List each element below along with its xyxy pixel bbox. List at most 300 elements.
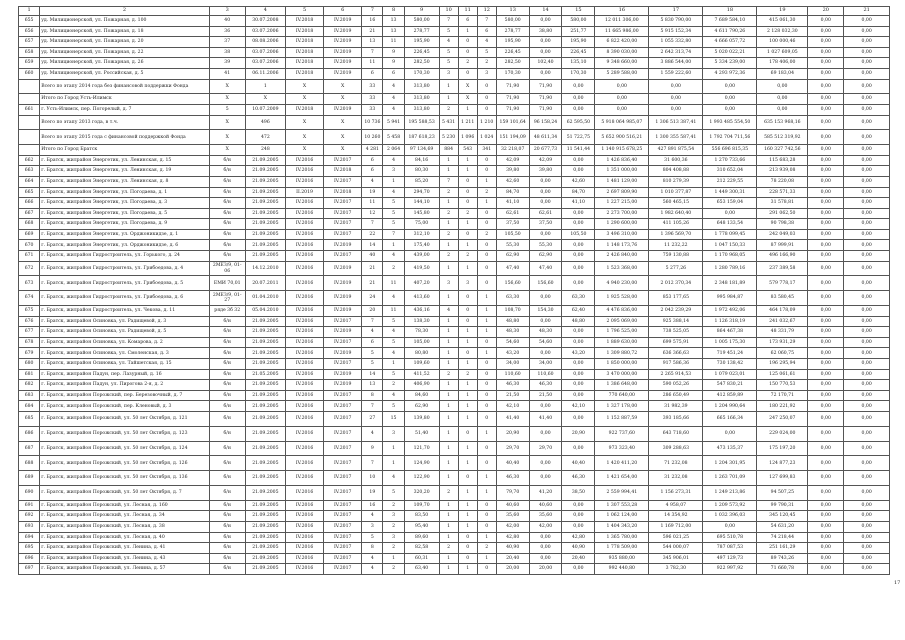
address-cell: г. Братск, жилрайон Порожский, ул. Лесная, д. 34 xyxy=(40,511,210,522)
table-cell: 0,00 xyxy=(529,532,562,543)
table-cell: 3 xyxy=(439,68,458,79)
table-cell: 0,00 xyxy=(844,94,890,105)
table-cell: 0,00 xyxy=(562,564,595,575)
table-cell: 229 024,00 xyxy=(757,426,808,441)
table-cell: IV.2017 xyxy=(324,208,362,219)
table-cell: 0,00 xyxy=(808,104,844,115)
table-cell: 21.09.2005 xyxy=(245,348,285,359)
table-cell: 690 xyxy=(19,485,40,500)
table-cell: IV.2017 xyxy=(324,316,362,327)
table-cell: 0 xyxy=(458,198,477,209)
table-cell: 40 xyxy=(362,251,383,262)
address-cell: г. Братск, жилрайон Гидростроитель, ул. Чекова, д. 11 xyxy=(40,306,210,317)
table-cell: 35,60 xyxy=(496,511,529,522)
table-row xyxy=(19,543,890,554)
table-cell: б/н xyxy=(209,229,245,240)
table-cell: 699 575,91 xyxy=(649,337,703,348)
table-cell: 195 588,53 xyxy=(404,115,439,130)
table-cell: 71 232,08 xyxy=(649,456,703,471)
table-cell: 1 xyxy=(439,198,458,209)
table-cell: 3 782,30 xyxy=(649,564,703,575)
table-cell: 41,40 xyxy=(496,412,529,427)
table-cell: IV.2016 xyxy=(285,426,323,441)
table-cell: б/н xyxy=(209,176,245,187)
table-cell: IV.2019 xyxy=(324,380,362,391)
table-cell: 0,00 xyxy=(529,456,562,471)
table-cell: 0,00 xyxy=(562,369,595,380)
table-cell: 21.09.2005 xyxy=(245,401,285,412)
table-cell: 675 xyxy=(19,306,40,317)
table-cell: 42,80 xyxy=(496,532,529,543)
table-cell: 1 210 xyxy=(477,115,496,130)
table-cell: 0,00 xyxy=(808,187,844,198)
table-cell: 5 334 239,00 xyxy=(703,58,757,69)
table-cell: 78,30 xyxy=(404,327,439,338)
table-cell: 1 559 222,60 xyxy=(649,68,703,79)
table-cell: 154,30 xyxy=(529,306,562,317)
table-cell: 54 631,20 xyxy=(757,521,808,532)
table-cell: 693 xyxy=(19,521,40,532)
table-row xyxy=(19,155,890,166)
table-cell: 13 xyxy=(383,26,404,37)
table-cell: 1 024 xyxy=(477,130,496,145)
table-cell: 0,00 xyxy=(529,68,562,79)
table-cell: 1 982 640,40 xyxy=(649,208,703,219)
table-cell: 0 xyxy=(458,348,477,359)
table-cell: 0,00 xyxy=(844,337,890,348)
table-cell: 5 xyxy=(362,532,383,543)
table-cell: 5 xyxy=(439,47,458,58)
table-cell: 662 xyxy=(19,155,40,166)
table-cell: 21.09.2005 xyxy=(245,471,285,486)
table-cell: 9 348 660,00 xyxy=(595,58,649,69)
table-cell: 0,00 xyxy=(844,187,890,198)
table-cell: 10.07.2009 xyxy=(245,104,285,115)
address-cell: Всего по этапу 2015 года с финансовой поддержкой Фонда xyxy=(40,130,210,145)
table-cell: 0,00 xyxy=(844,130,890,145)
table-cell: 0,00 xyxy=(562,500,595,511)
table-row xyxy=(19,485,890,500)
table-cell: 159 101,64 xyxy=(496,115,529,130)
table-cell: IV.2019 xyxy=(324,306,362,317)
table-cell: 42,09 xyxy=(496,155,529,166)
table-cell: 0,00 xyxy=(562,240,595,251)
table-cell: 19 xyxy=(362,485,383,500)
table-cell xyxy=(19,145,40,156)
table-cell: 60,31 xyxy=(404,553,439,564)
table-cell: 2 xyxy=(383,261,404,276)
table-cell: IV.2017 xyxy=(324,176,362,187)
table-cell: 2 xyxy=(458,369,477,380)
table-cell: 0,00 xyxy=(529,47,562,58)
table-cell: 0,00 xyxy=(808,401,844,412)
table-cell: 34,00 xyxy=(496,359,529,370)
table-cell: 251 161,29 xyxy=(757,543,808,554)
table-cell: 0,00 xyxy=(529,187,562,198)
table-cell: 1 xyxy=(458,511,477,522)
table-cell: 0,00 xyxy=(844,316,890,327)
table-cell: 11 xyxy=(383,276,404,291)
table-cell: 32 218,07 xyxy=(496,145,529,156)
table-cell: 1 xyxy=(439,500,458,511)
table-cell: 0,00 xyxy=(808,47,844,58)
table-cell: 20,00 xyxy=(496,564,529,575)
table-cell: 643 718,60 xyxy=(649,426,703,441)
table-cell: 33 xyxy=(362,94,383,105)
table-cell: 80,80 xyxy=(404,348,439,359)
table-cell: 1 778 099,45 xyxy=(703,229,757,240)
table-cell: 97 134,69 xyxy=(404,145,439,156)
table-cell: 0 xyxy=(477,390,496,401)
table-cell: IV.2016 xyxy=(285,166,323,177)
table-cell: 291 062,50 xyxy=(757,208,808,219)
table-cell: 0,00 xyxy=(529,401,562,412)
table-cell: IV.2016 xyxy=(285,543,323,554)
table-cell: IV.2019 xyxy=(324,58,362,69)
table-row xyxy=(19,251,890,262)
address-cell: г. Братск, жилрайон Осиновка, ул. Радищевой, д. 5 xyxy=(40,327,210,338)
table-cell: 0,00 xyxy=(808,441,844,456)
table-cell: 4 611 790,26 xyxy=(703,26,757,37)
table-row xyxy=(19,104,890,115)
table-cell: 1 327 178,00 xyxy=(595,401,649,412)
table-cell: IV.2017 xyxy=(324,471,362,486)
table-cell: 636 366,63 xyxy=(649,348,703,359)
table-cell: IV.2019 xyxy=(324,26,362,37)
table-cell: 0,00 xyxy=(757,79,808,94)
table-cell: 0,00 xyxy=(703,521,757,532)
table-cell: ЕМИ 70,01 xyxy=(209,276,245,291)
table-cell: б/н xyxy=(209,240,245,251)
table-cell: 47,40 xyxy=(496,261,529,276)
table-cell: 2 xyxy=(439,229,458,240)
table-cell: 5 xyxy=(439,58,458,69)
table-cell: 2 265 914,53 xyxy=(649,369,703,380)
table-cell: 90 798,38 xyxy=(757,219,808,230)
table-cell: 0,00 xyxy=(808,58,844,69)
table-cell: 759 130,88 xyxy=(649,251,703,262)
table-cell: 63,30 xyxy=(496,291,529,306)
table-cell: X xyxy=(209,130,245,145)
table-cell: 1 xyxy=(477,348,496,359)
table-cell: 0 xyxy=(477,412,496,427)
table-cell: 4 xyxy=(383,251,404,262)
table-row xyxy=(19,327,890,338)
table-cell: б/н xyxy=(209,521,245,532)
table-cell: 0,00 xyxy=(562,359,595,370)
table-cell: IV.2016 xyxy=(285,500,323,511)
table-cell: 1 300 355 587,41 xyxy=(649,130,703,145)
table-cell: 1 xyxy=(458,380,477,391)
table-cell: 2 xyxy=(439,485,458,500)
address-cell: г. Братск, жилрайон Порожский, ул. Ленина, д. 41 xyxy=(40,543,210,554)
table-cell: 543 xyxy=(458,145,477,156)
table-cell: 0,00 xyxy=(562,276,595,291)
table-cell: 6 xyxy=(477,26,496,37)
table-cell: 7 689 584,10 xyxy=(703,16,757,27)
table-cell: 21.09.2005 xyxy=(245,219,285,230)
table-cell: IV.2016 xyxy=(285,208,323,219)
table-cell: 0,00 xyxy=(529,176,562,187)
table-cell: 804 408,88 xyxy=(649,166,703,177)
table-cell: 71,90 xyxy=(496,104,529,115)
table-cell: 1 005 175,30 xyxy=(703,337,757,348)
table-cell: 21.05.2005 xyxy=(245,369,285,380)
table-cell: 0,00 xyxy=(562,104,595,115)
table-cell: 1 xyxy=(458,261,477,276)
table-cell: 241 032,67 xyxy=(757,316,808,327)
table-cell: 20,90 xyxy=(496,426,529,441)
address-cell: г. Братск, жилрайон Падун, пер. Лазурный, д. 16 xyxy=(40,369,210,380)
table-cell: 13 xyxy=(362,37,383,48)
table-cell: б/н xyxy=(209,208,245,219)
address-cell: г. Братск, жилрайон Гидростроитель, ул. Грибоедова, д. 4 xyxy=(40,261,210,276)
table-cell: 0,00 xyxy=(562,166,595,177)
table-cell: 212 229,55 xyxy=(703,176,757,187)
table-cell: 21.09.2005 xyxy=(245,337,285,348)
table-cell: 5 xyxy=(383,401,404,412)
table-cell: 2 xyxy=(439,104,458,115)
table-cell: 4 293 972,36 xyxy=(703,68,757,79)
table-cell: 0,00 xyxy=(844,553,890,564)
table-cell: 0 xyxy=(477,441,496,456)
table-cell: ряде 3б 32 xyxy=(209,306,245,317)
column-number: 13 xyxy=(496,7,529,16)
table-cell: 31 600,36 xyxy=(649,155,703,166)
table-cell: 1 xyxy=(458,412,477,427)
column-number: 3 xyxy=(209,7,245,16)
table-cell: IV.2017 xyxy=(324,155,362,166)
table-cell: 666 xyxy=(19,198,40,209)
table-cell: 48,80 xyxy=(562,316,595,327)
table-cell: 0,00 xyxy=(595,79,649,94)
table-cell: 0,00 xyxy=(808,471,844,486)
table-cell: 1 796 525,00 xyxy=(595,327,649,338)
table-cell: 695 xyxy=(19,543,40,554)
table-cell: 3 xyxy=(362,521,383,532)
table-cell: 5 xyxy=(209,104,245,115)
table-cell: 1 170 968,05 xyxy=(703,251,757,262)
table-cell: 1 270 733,66 xyxy=(703,155,757,166)
table-cell: 4 958,07 xyxy=(649,500,703,511)
table-cell: 660 xyxy=(19,68,40,79)
table-cell: 40,60 xyxy=(529,500,562,511)
table-cell: IV.2017 xyxy=(324,359,362,370)
table-cell: 2 xyxy=(439,208,458,219)
address-cell: г. Братск, жилрайон Порожский, пер. Березовочный, д. 7 xyxy=(40,390,210,401)
table-cell: 7 xyxy=(362,456,383,471)
table-cell: 0,00 xyxy=(844,26,890,37)
table-cell: 282,50 xyxy=(404,58,439,69)
table-cell: 108,70 xyxy=(496,306,529,317)
table-row xyxy=(19,456,890,471)
table-cell: 1 xyxy=(439,166,458,177)
address-cell: г. Братск, жилрайон Осиновка, ул. Смоленская, д. 3 xyxy=(40,348,210,359)
table-cell: 1 211 xyxy=(458,115,477,130)
address-cell: г. Братск, жилрайон Порожский, ул. 50 лет Октября, д. 123 xyxy=(40,426,210,441)
table-cell: 21 xyxy=(362,261,383,276)
table-cell: 5 830 790,00 xyxy=(649,16,703,27)
table-cell: 0 xyxy=(477,276,496,291)
table-cell: 3 xyxy=(383,511,404,522)
table-cell: 2 064 xyxy=(383,145,404,156)
address-cell: уд. Милиционерской, ул. Пожарная, д. 26 xyxy=(40,58,210,69)
table-row xyxy=(19,16,890,27)
table-cell: 0,00 xyxy=(844,456,890,471)
table-cell: 109,70 xyxy=(404,500,439,511)
table-cell: 1 xyxy=(439,456,458,471)
table-cell: 1 xyxy=(458,485,477,500)
table-cell: 87 999,91 xyxy=(757,240,808,251)
table-cell: 2 095 069,00 xyxy=(595,316,649,327)
table-row xyxy=(19,316,890,327)
table-cell: 195,90 xyxy=(404,37,439,48)
table-cell: 20 xyxy=(362,306,383,317)
table-cell: 544 000,07 xyxy=(649,543,703,554)
table-cell: 1 xyxy=(383,359,404,370)
table-cell: IV.2016 xyxy=(285,521,323,532)
table-cell: 21 xyxy=(362,276,383,291)
table-cell: IV.2017 xyxy=(324,251,362,262)
address-cell: г. Братск, жилрайон Осиновка, ул. Радищевой, д. 3 xyxy=(40,316,210,327)
table-row xyxy=(19,166,890,177)
table-cell: 0,00 xyxy=(844,426,890,441)
table-cell: 35,60 xyxy=(529,511,562,522)
table-cell: 0,00 xyxy=(562,251,595,262)
table-cell: 0,00 xyxy=(529,426,562,441)
table-cell: 102,40 xyxy=(529,58,562,69)
table-cell: 7 xyxy=(362,316,383,327)
table-cell: 46,30 xyxy=(496,471,529,486)
table-cell: 1 xyxy=(439,337,458,348)
table-cell: 312,10 xyxy=(404,229,439,240)
table-cell: б/н xyxy=(209,187,245,198)
table-cell: б/н xyxy=(209,348,245,359)
table-cell: 38 xyxy=(209,47,245,58)
table-cell: 0,00 xyxy=(844,564,890,575)
table-cell: 278,77 xyxy=(496,26,529,37)
table-cell: 226,45 xyxy=(404,47,439,58)
table-cell: б/н xyxy=(209,369,245,380)
table-cell: 39 xyxy=(209,58,245,69)
table-cell: 1 xyxy=(383,553,404,564)
table-cell: 0,00 xyxy=(808,564,844,575)
address-cell: г. Братск, жилрайон Гидростроитель, ул. Горького, д. 24 xyxy=(40,251,210,262)
table-cell: 12 011 306,00 xyxy=(595,16,649,27)
table-cell: 14 xyxy=(362,369,383,380)
table-cell: 677 xyxy=(19,327,40,338)
table-cell: 14.12.2010 xyxy=(245,261,285,276)
table-cell: б/н xyxy=(209,500,245,511)
table-cell: 0,00 xyxy=(595,94,649,105)
table-cell: 0,00 xyxy=(562,261,595,276)
table-cell: 21.09.2005 xyxy=(245,485,285,500)
table-cell: 1 140 915 678,25 xyxy=(595,145,649,156)
table-cell: 05.04.2010 xyxy=(245,306,285,317)
table-cell: 11 xyxy=(383,37,404,48)
table-cell: 0,00 xyxy=(844,471,890,486)
table-cell: 0,00 xyxy=(562,380,595,391)
table-row xyxy=(19,426,890,441)
table-cell: 656 xyxy=(19,26,40,37)
table-cell: 2 xyxy=(458,251,477,262)
table-cell: 0 xyxy=(458,47,477,58)
table-cell: 2 273 700,00 xyxy=(595,208,649,219)
table-cell: X xyxy=(285,115,323,130)
table-cell: 21 xyxy=(362,26,383,37)
table-cell: 0,00 xyxy=(529,348,562,359)
table-cell: б/н xyxy=(209,166,245,177)
table-cell: 663 xyxy=(19,166,40,177)
table-cell: 62,90 xyxy=(404,401,439,412)
table-cell: 31 232,08 xyxy=(649,471,703,486)
table-cell: 1 306 513 387,41 xyxy=(649,115,703,130)
table-row xyxy=(19,176,890,187)
table-cell: 2МЕЗ/9, 01-27 xyxy=(209,291,245,306)
table-cell: 9 xyxy=(362,441,383,456)
table-row xyxy=(19,187,890,198)
table-cell: 39,80 xyxy=(529,166,562,177)
table-cell: 1 925 528,00 xyxy=(595,291,649,306)
address-cell: уд. Милиционерской, ул. Пожарная, д. 22 xyxy=(40,47,210,58)
table-cell: 5 941 xyxy=(383,115,404,130)
table-cell: 7 xyxy=(439,176,458,187)
table-cell: IV.2016 xyxy=(285,401,323,412)
table-cell: 83 580,45 xyxy=(757,291,808,306)
table-cell: IV.2017 xyxy=(324,219,362,230)
table-cell: 115 683,28 xyxy=(757,155,808,166)
table-cell: 596 021,25 xyxy=(649,532,703,543)
table-cell: 42,80 xyxy=(562,532,595,543)
table-cell: 684 xyxy=(19,401,40,412)
table-cell: 20,00 xyxy=(529,564,562,575)
table-cell: 11 232,22 xyxy=(649,240,703,251)
table-cell: б/н xyxy=(209,390,245,401)
table-cell: 719 451,24 xyxy=(703,348,757,359)
table-cell: 31 578,81 xyxy=(757,198,808,209)
table-cell: б/н xyxy=(209,543,245,554)
table-cell: 0,00 xyxy=(529,229,562,240)
table-cell: X xyxy=(285,130,323,145)
table-row xyxy=(19,369,890,380)
table-cell: IV.2016 xyxy=(285,229,323,240)
table-cell: 0,00 xyxy=(844,58,890,69)
table-cell: 84,60 xyxy=(404,390,439,401)
table-cell: 30.07.2008 xyxy=(245,16,285,27)
table-row xyxy=(19,500,890,511)
table-cell: 810 279,39 xyxy=(649,176,703,187)
table-cell: 1 169 712,00 xyxy=(649,521,703,532)
table-cell: 71,90 xyxy=(496,94,529,105)
table-cell: IV.2019 xyxy=(324,240,362,251)
table-cell: 6 xyxy=(362,68,383,79)
address-cell: Всего по этапу 2013 года, в т.ч. xyxy=(40,115,210,130)
column-number: 20 xyxy=(808,7,844,16)
table-cell: 40 xyxy=(209,16,245,27)
table-cell: 2 042 239,29 xyxy=(649,306,703,317)
table-cell: 156,60 xyxy=(529,276,562,291)
table-cell: 0 xyxy=(477,261,496,276)
table-cell: 03.07.2006 xyxy=(245,47,285,58)
table-cell: 173 931,29 xyxy=(757,337,808,348)
table-cell: 0,00 xyxy=(649,79,703,94)
address-cell: г. Братск, жилрайон Порожский, ул. 50 лет Октября, д. 136 xyxy=(40,471,210,486)
table-cell: 1 263 701,09 xyxy=(703,471,757,486)
table-cell: 84,70 xyxy=(496,187,529,198)
address-cell: г. Братск, жилрайон Порожский, ул. Лесная, д. 40 xyxy=(40,532,210,543)
table-cell: 585 512 319,92 xyxy=(757,130,808,145)
table-cell: 4 xyxy=(383,291,404,306)
